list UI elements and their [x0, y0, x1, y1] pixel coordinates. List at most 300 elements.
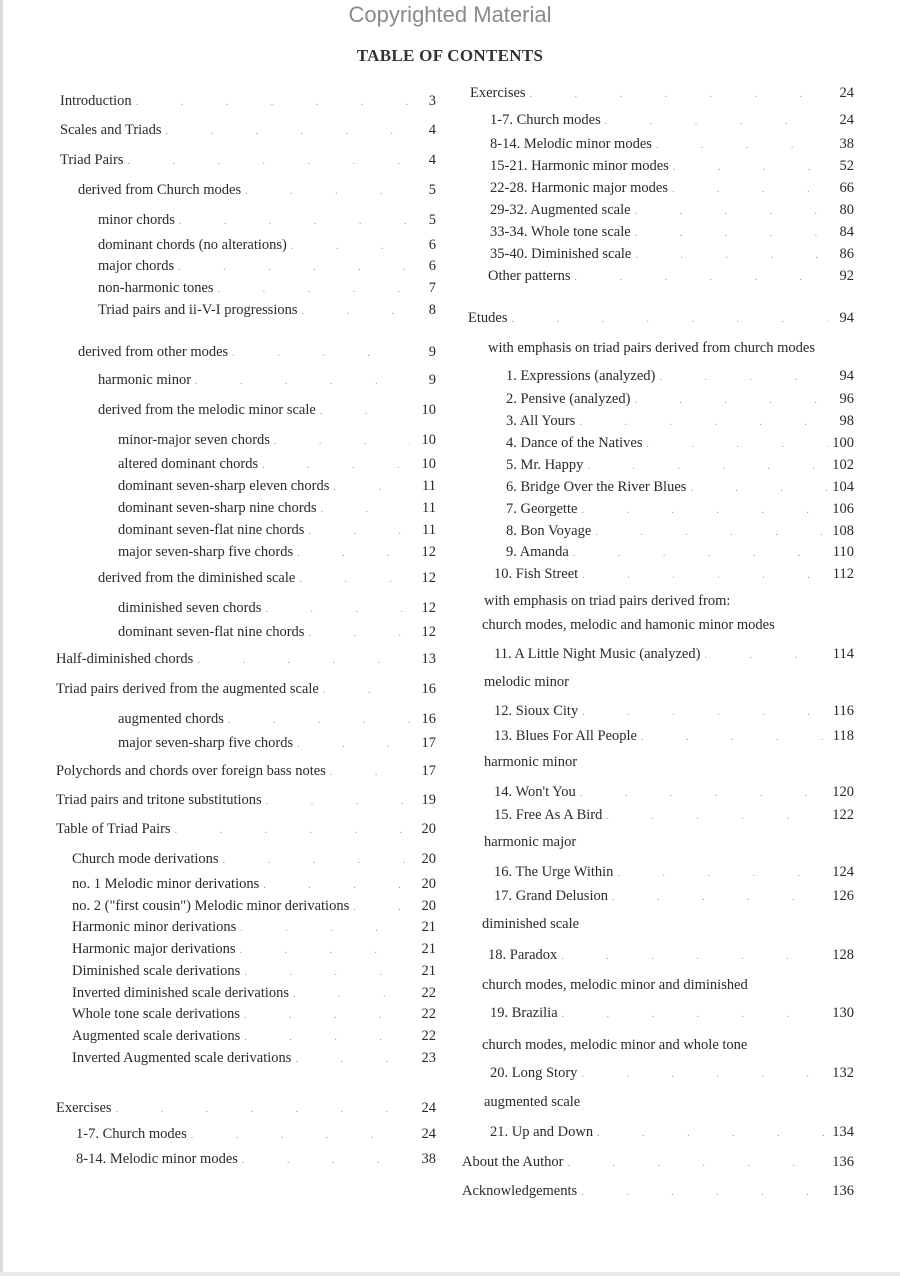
toc-entry-page-number: 38	[421, 1151, 436, 1167]
toc-entry-page-number: 17	[421, 735, 436, 751]
toc-entry-label: augmented chords	[118, 711, 224, 727]
toc-entry-page-number: 86	[839, 246, 854, 262]
toc-entry-left-major-chords[interactable]	[98, 258, 436, 278]
toc-entry-page-number: 12	[421, 624, 436, 640]
etude-subheading: augmented scale	[484, 1094, 581, 1110]
dot-leader	[295, 1054, 410, 1065]
toc-entry-label: Exercises	[56, 1100, 112, 1116]
dot-leader	[244, 1010, 410, 1021]
toc-entry-page-number: 38	[839, 136, 854, 152]
toc-entry-label: derived from the diminished scale	[98, 570, 296, 586]
toc-entry-page-number: 3	[428, 93, 436, 109]
toc-entry-right-18-paradox[interactable]	[488, 947, 854, 967]
toc-entry-left-diminished-seven-chords[interactable]	[118, 600, 436, 620]
dot-leader	[179, 216, 410, 227]
toc-entry-page-number: 4	[428, 122, 436, 138]
toc-entry-left-altered-dominant-chords[interactable]	[118, 456, 436, 476]
toc-entry-right-5-mr-happy[interactable]	[506, 457, 854, 477]
toc-entry-right-22-28-harmonic-major-modes[interactable]	[490, 180, 854, 200]
dot-leader	[308, 628, 410, 639]
dot-leader	[562, 1009, 828, 1020]
toc-entry-left-triad-pairs-derived-from-the-augmented-scale[interactable]	[56, 681, 436, 701]
toc-entry-right-21-up-and-down[interactable]	[490, 1124, 854, 1144]
watermark: Copyrighted Material	[348, 2, 552, 27]
dot-leader	[673, 162, 828, 173]
toc-entry-label: Triad pairs derived from the augmented scale	[56, 681, 319, 697]
toc-entry-label: Inverted diminished scale derivations	[72, 985, 290, 1001]
toc-entry-page-number: 11	[422, 522, 436, 538]
toc-entry-label: no. 2 ("first cousin") Melodic minor derivations	[72, 898, 350, 914]
toc-entry-page-number: 10	[421, 432, 436, 448]
etude-subheading: with emphasis on triad pairs derived from church modes	[488, 340, 815, 356]
toc-entry-left-dominant-seven-flat-nine-chords[interactable]	[118, 624, 436, 644]
dot-leader	[635, 228, 828, 239]
toc-entry-page-number: 5	[428, 212, 436, 228]
toc-entry-right-29-32-augmented-scale[interactable]	[490, 202, 854, 222]
toc-entry-page-number: 132	[832, 1065, 854, 1081]
toc-entry-page-number: 110	[832, 544, 854, 560]
dot-leader	[582, 707, 828, 718]
toc-entry-left-minor-major-seven-chords[interactable]	[118, 432, 436, 452]
dot-leader	[308, 526, 410, 537]
toc-entry-left-whole-tone-scale-derivations[interactable]	[72, 1006, 436, 1026]
toc-entry-left-polychords-and-chords-over-foreign-bass-notes[interactable]	[56, 763, 436, 783]
toc-entry-page-number: 12	[421, 600, 436, 616]
toc-entry-label: Scales and Triads	[60, 122, 162, 138]
toc-entry-page-number: 22	[421, 985, 436, 1001]
dot-leader	[239, 945, 410, 956]
toc-entry-label: derived from Church modes	[78, 182, 242, 198]
toc-entry-label: non-harmonic tones	[98, 280, 214, 296]
toc-entry-page-number: 19	[421, 792, 436, 808]
dot-leader	[244, 1032, 410, 1043]
toc-entry-left-no-2-first-cousin-melodic-minor-derivations[interactable]	[72, 898, 436, 918]
dot-leader	[641, 732, 828, 743]
toc-entry-left-major-seven-sharp-five-chords[interactable]	[118, 544, 436, 564]
toc-entry-label: diminished seven chords	[118, 600, 262, 616]
toc-entry-right-6-bridge-over-the-river-blues[interactable]	[506, 479, 854, 499]
toc-entry-label: 3. All Yours	[506, 413, 576, 429]
toc-entry-label: 22-28. Harmonic major modes	[490, 180, 668, 196]
dot-leader	[690, 483, 828, 494]
dot-leader	[704, 650, 828, 661]
toc-entry-label: Triad pairs and ii-V-I progressions	[98, 302, 298, 318]
toc-entry-page-number: 22	[421, 1028, 436, 1044]
dot-leader	[511, 314, 828, 325]
toc-entry-right-33-34-whole-tone-scale[interactable]	[490, 224, 854, 244]
toc-entry-page-number: 104	[832, 479, 854, 495]
toc-entry-page-number: 114	[832, 646, 854, 662]
toc-entry-label: 17. Grand Delusion	[494, 888, 608, 904]
toc-entry-label: Church mode derivations	[72, 851, 219, 867]
toc-entry-label: Diminished scale derivations	[72, 963, 241, 979]
dot-leader	[333, 482, 410, 493]
toc-entry-label: dominant seven-sharp eleven chords	[118, 478, 330, 494]
toc-entry-label: Inverted Augmented scale derivations	[72, 1050, 292, 1066]
toc-entry-page-number: 136	[832, 1183, 854, 1199]
toc-entry-page-number: 22	[421, 1006, 436, 1022]
toc-entry-label: 19. Brazilia	[490, 1005, 558, 1021]
toc-entry-page-number: 128	[832, 947, 854, 963]
dot-leader	[232, 348, 410, 359]
toc-entry-right-1-7-church-modes[interactable]	[490, 112, 854, 132]
toc-entry-left-harmonic-minor-derivations[interactable]	[72, 919, 436, 939]
toc-entry-left-table-of-triad-pairs[interactable]	[56, 821, 436, 841]
etude-subheading: harmonic minor	[484, 754, 578, 770]
toc-entry-page-number: 12	[421, 544, 436, 560]
toc-entry-right-7-georgette[interactable]	[506, 501, 854, 521]
toc-entry-page-number: 118	[832, 728, 854, 744]
toc-entry-label: Etudes	[468, 310, 508, 326]
toc-entry-label: 14. Won't You	[494, 784, 576, 800]
toc-entry-page-number: 120	[832, 784, 854, 800]
dot-leader	[573, 548, 828, 559]
toc-entry-page-number: 112	[832, 566, 854, 582]
toc-entry-right-exercises[interactable]	[470, 85, 854, 105]
toc-entry-label: 29-32. Augmented scale	[490, 202, 631, 218]
dot-leader	[223, 855, 410, 866]
toc-entry-label: major seven-sharp five chords	[118, 544, 294, 560]
toc-entry-page-number: 16	[421, 711, 436, 727]
toc-entry-label: 12. Sioux City	[494, 703, 579, 719]
dot-leader	[265, 604, 410, 615]
toc-entry-page-number: 84	[839, 224, 854, 240]
toc-entry-label: Acknowledgements	[462, 1183, 578, 1199]
toc-entry-right-10-fish-street[interactable]	[494, 566, 854, 586]
toc-entry-page-number: 12	[421, 570, 436, 586]
toc-entry-label: Harmonic minor derivations	[72, 919, 237, 935]
dot-leader	[245, 186, 410, 197]
etude-subheading: church modes, melodic minor and whole tone	[482, 1037, 748, 1053]
dot-leader	[606, 811, 828, 822]
toc-entry-label: Triad Pairs	[60, 152, 124, 168]
toc-entry-label: derived from the melodic minor scale	[98, 402, 316, 418]
toc-entry-page-number: 130	[832, 1005, 854, 1021]
toc-entry-label: 5. Mr. Happy	[506, 457, 584, 473]
toc-entry-left-dominant-seven-sharp-nine-chords[interactable]	[118, 500, 436, 520]
dot-leader	[635, 250, 828, 261]
dot-leader	[178, 262, 410, 273]
dot-leader	[579, 417, 828, 428]
dot-leader	[581, 1069, 828, 1080]
dot-leader	[330, 767, 410, 778]
dot-leader	[320, 406, 410, 417]
dot-leader	[617, 868, 828, 879]
toc-entry-right-acknowledgements[interactable]	[462, 1183, 854, 1203]
toc-entry-label: 8-14. Melodic minor modes	[76, 1151, 238, 1167]
toc-entry-page-number: 122	[832, 807, 854, 823]
toc-entry-left-dominant-seven-sharp-eleven-chords[interactable]	[118, 478, 436, 498]
toc-entry-label: dominant seven-flat nine chords	[118, 624, 305, 640]
dot-leader	[580, 788, 828, 799]
toc-entry-page-number: 11	[422, 478, 436, 494]
toc-entry-label: altered dominant chords	[118, 456, 259, 472]
toc-entry-label: 8-14. Melodic minor modes	[490, 136, 652, 152]
toc-entry-right-4-dance-of-the-natives[interactable]	[506, 435, 854, 455]
dot-leader	[561, 951, 828, 962]
dot-leader	[242, 1155, 410, 1166]
toc-entry-label: 21. Up and Down	[490, 1124, 594, 1140]
page-edge	[0, 0, 3, 1276]
toc-entry-label: 13. Blues For All People	[494, 728, 637, 744]
dot-leader	[581, 505, 828, 516]
toc-entry-left-scales-and-triads[interactable]	[60, 122, 436, 142]
dot-leader	[116, 1104, 410, 1115]
toc-entry-label: harmonic minor	[98, 372, 192, 388]
toc-entry-left-church-mode-derivations[interactable]	[72, 851, 436, 871]
toc-entry-page-number: 20	[421, 898, 436, 914]
toc-entry-left-introduction[interactable]	[60, 93, 436, 113]
dot-leader	[612, 892, 828, 903]
toc-entry-right-other-patterns[interactable]	[488, 268, 854, 288]
toc-entry-left-half-diminished-chords[interactable]	[56, 651, 436, 671]
toc-entry-page-number: 4	[428, 152, 436, 168]
toc-entry-label: Harmonic major derivations	[72, 941, 236, 957]
toc-entry-label: Table of Triad Pairs	[56, 821, 171, 837]
toc-entry-page-number: 24	[839, 112, 854, 128]
toc-entry-right-3-all-yours[interactable]	[506, 413, 854, 433]
toc-entry-left-exercises[interactable]	[56, 1100, 436, 1120]
toc-entry-label: Exercises	[470, 85, 526, 101]
toc-entry-page-number: 8	[428, 302, 436, 318]
toc-entry-page-number: 94	[839, 310, 854, 326]
toc-entry-page-number: 92	[839, 268, 854, 284]
toc-entry-page-number: 116	[832, 703, 854, 719]
dot-leader	[195, 376, 410, 387]
toc-entry-page-number: 7	[428, 280, 436, 296]
toc-entry-left-triad-pairs-and-ii-v-i-progressions[interactable]	[98, 302, 436, 322]
toc-entry-label: 18. Paradox	[488, 947, 558, 963]
dot-leader	[595, 527, 828, 538]
toc-entry-right-16-the-urge-within[interactable]	[494, 864, 854, 884]
toc-entry-page-number: 11	[422, 500, 436, 516]
toc-entry-page-number: 24	[421, 1126, 436, 1142]
toc-entry-left-non-harmonic-tones[interactable]	[98, 280, 436, 300]
toc-entry-page-number: 136	[832, 1154, 854, 1170]
toc-entry-left-dominant-seven-flat-nine-chords[interactable]	[118, 522, 436, 542]
toc-entry-label: 20. Long Story	[490, 1065, 578, 1081]
dot-leader	[191, 1130, 410, 1141]
toc-entry-left-harmonic-minor[interactable]	[98, 372, 436, 392]
toc-entry-right-2-pensive-analyzed[interactable]	[506, 391, 854, 411]
dot-leader	[634, 395, 828, 406]
toc-entry-label: About the Author	[462, 1154, 564, 1170]
toc-entry-page-number: 5	[428, 182, 436, 198]
toc-entry-right-1-expressions-analyzed[interactable]	[506, 368, 854, 388]
toc-entry-page-number: 6	[428, 258, 436, 274]
dot-leader	[672, 184, 828, 195]
toc-entry-right-9-amanda[interactable]	[506, 544, 854, 564]
toc-entry-page-number: 20	[421, 851, 436, 867]
toc-entry-label: 4. Dance of the Natives	[506, 435, 643, 451]
toc-entry-page-number: 24	[839, 85, 854, 101]
toc-entry-label: minor chords	[98, 212, 175, 228]
toc-entry-label: dominant seven-sharp nine chords	[118, 500, 317, 516]
toc-entry-right-15-free-as-a-bird[interactable]	[494, 807, 854, 827]
toc-entry-page-number: 21	[421, 941, 436, 957]
dot-leader	[197, 655, 410, 666]
dot-leader	[263, 880, 410, 891]
dot-leader	[244, 967, 410, 978]
toc-entry-page-number: 126	[832, 888, 854, 904]
toc-entry-page-number: 80	[839, 202, 854, 218]
toc-entry-left-inverted-augmented-scale-derivations[interactable]	[72, 1050, 436, 1070]
toc-entry-label: dominant seven-flat nine chords	[118, 522, 305, 538]
dot-leader	[321, 504, 410, 515]
toc-entry-page-number: 124	[832, 864, 854, 880]
toc-entry-page-number: 52	[839, 158, 854, 174]
dot-leader	[293, 989, 410, 1000]
toc-entry-page-number: 108	[832, 523, 854, 539]
page-title: TABLE OF CONTENTS	[356, 46, 544, 65]
toc-entry-page-number: 66	[839, 180, 854, 196]
dot-leader	[353, 902, 410, 913]
dot-leader	[323, 685, 410, 696]
toc-entry-page-number: 10	[421, 456, 436, 472]
toc-entry-page-number: 9	[428, 372, 436, 388]
etude-subheading: diminished scale	[482, 916, 580, 932]
dot-leader	[647, 439, 829, 450]
toc-entry-page-number: 10	[421, 402, 436, 418]
toc-entry-label: 9. Amanda	[506, 544, 569, 560]
toc-entry-left-triad-pairs[interactable]	[60, 152, 436, 172]
toc-entry-label: minor-major seven chords	[118, 432, 270, 448]
dot-leader	[274, 436, 410, 447]
toc-entry-left-8-14-melodic-minor-modes[interactable]	[76, 1151, 436, 1171]
toc-entry-left-derived-from-church-modes[interactable]	[78, 182, 436, 202]
etude-subheading: melodic minor	[484, 674, 569, 690]
toc-entry-label: 33-34. Whole tone scale	[490, 224, 631, 240]
toc-entry-page-number: 20	[421, 876, 436, 892]
toc-entry-label: Augmented scale derivations	[72, 1028, 241, 1044]
toc-entry-right-17-grand-delusion[interactable]	[494, 888, 854, 908]
dot-leader	[262, 460, 410, 471]
toc-entry-label: Introduction	[60, 93, 132, 109]
toc-entry-label: derived from other modes	[78, 344, 229, 360]
dot-leader	[575, 272, 828, 283]
dot-leader	[128, 156, 410, 167]
dot-leader	[297, 548, 410, 559]
toc-entry-label: Triad pairs and tritone substitutions	[56, 792, 262, 808]
toc-entry-label: Half-diminished chords	[56, 651, 194, 667]
dot-leader	[218, 284, 410, 295]
toc-entry-left-diminished-scale-derivations[interactable]	[72, 963, 436, 983]
toc-entry-page-number: 98	[839, 413, 854, 429]
dot-leader	[266, 796, 410, 807]
dot-leader	[605, 116, 828, 127]
dot-leader	[302, 306, 411, 317]
toc-entry-right-15-21-harmonic-minor-modes[interactable]	[490, 158, 854, 178]
toc-entry-left-minor-chords[interactable]	[98, 212, 436, 232]
toc-entry-right-12-sioux-city[interactable]	[494, 703, 854, 723]
toc-entry-left-derived-from-other-modes[interactable]	[78, 344, 436, 364]
toc-entry-left-major-seven-sharp-five-chords[interactable]	[118, 735, 436, 755]
dot-leader	[568, 1158, 829, 1169]
toc-entry-left-augmented-chords[interactable]	[118, 711, 436, 731]
toc-entry-right-13-blues-for-all-people[interactable]	[494, 728, 854, 748]
toc-entry-page-number: 17	[421, 763, 436, 779]
toc-entry-label: dominant chords (no alterations)	[98, 237, 287, 253]
dot-leader	[635, 206, 828, 217]
toc-entry-page-number: 23	[421, 1050, 436, 1066]
dot-leader	[299, 574, 410, 585]
toc-entry-page-number: 102	[832, 457, 854, 473]
toc-entry-label: 15. Free As A Bird	[494, 807, 603, 823]
toc-entry-label: major chords	[98, 258, 175, 274]
toc-entry-page-number: 94	[839, 368, 854, 384]
toc-entry-page-number: 24	[421, 1100, 436, 1116]
dot-leader	[659, 372, 828, 383]
dot-leader	[166, 126, 411, 137]
toc-entry-right-about-the-author[interactable]	[462, 1154, 854, 1174]
toc-entry-label: 35-40. Diminished scale	[490, 246, 632, 262]
toc-entry-right-19-brazilia[interactable]	[490, 1005, 854, 1025]
dot-leader	[581, 1187, 828, 1198]
toc-entry-label: 15-21. Harmonic minor modes	[490, 158, 669, 174]
toc-entry-label: major seven-sharp five chords	[118, 735, 294, 751]
toc-entry-page-number: 21	[421, 963, 436, 979]
toc-entry-left-harmonic-major-derivations[interactable]	[72, 941, 436, 961]
toc-entry-page-number: 21	[421, 919, 436, 935]
toc-entry-left-triad-pairs-and-tritone-substitutions[interactable]	[56, 792, 436, 812]
toc-entry-left-augmented-scale-derivations[interactable]	[72, 1028, 436, 1048]
etude-subheading: church modes, melodic minor and diminished	[482, 977, 748, 993]
toc-entry-label: 1-7. Church modes	[490, 112, 601, 128]
dot-leader	[175, 825, 410, 836]
toc-entry-label: 16. The Urge Within	[494, 864, 614, 880]
toc-entry-page-number: 16	[421, 681, 436, 697]
toc-entry-label: 2. Pensive (analyzed)	[506, 391, 631, 407]
dot-leader	[228, 715, 410, 726]
dot-leader	[240, 923, 410, 934]
toc-entry-right-20-long-story[interactable]	[490, 1065, 854, 1085]
toc-entry-right-35-40-diminished-scale[interactable]	[490, 246, 854, 266]
toc-entry-page-number: 9	[428, 344, 436, 360]
toc-entry-right-8-bon-voyage[interactable]	[506, 523, 854, 543]
etude-subheading: church modes, melodic and hamonic minor modes	[482, 617, 775, 633]
dot-leader	[597, 1128, 828, 1139]
dot-leader	[291, 241, 410, 252]
toc-entry-left-1-7-church-modes[interactable]	[76, 1126, 436, 1146]
toc-entry-label: 1. Expressions (analyzed)	[506, 368, 656, 384]
toc-entry-left-inverted-diminished-scale-derivations[interactable]	[72, 985, 436, 1005]
toc-entry-label: 10. Fish Street	[494, 566, 579, 582]
toc-entry-left-derived-from-the-melodic-minor-scale[interactable]	[98, 402, 436, 422]
toc-entry-label: no. 1 Melodic minor derivations	[72, 876, 260, 892]
dot-leader	[136, 97, 410, 108]
toc-entry-right-8-14-melodic-minor-modes[interactable]	[490, 136, 854, 156]
toc-entry-page-number: 106	[832, 501, 854, 517]
toc-entry-page-number: 134	[832, 1124, 854, 1140]
toc-entry-page-number: 100	[832, 435, 854, 451]
toc-entry-page-number: 6	[428, 237, 436, 253]
toc-entry-left-dominant-chords-no-alterations[interactable]	[98, 237, 436, 257]
dot-leader	[530, 89, 828, 100]
toc-entry-left-no-1-melodic-minor-derivations[interactable]	[72, 876, 436, 896]
toc-entry-left-derived-from-the-diminished-scale[interactable]	[98, 570, 436, 590]
toc-entry-right-11-a-little-night-music-analyzed[interactable]	[494, 646, 854, 666]
toc-entry-label: 11. A Little Night Music (analyzed)	[494, 646, 701, 662]
toc-entry-label: Other patterns	[488, 268, 571, 284]
toc-entry-right-etudes[interactable]	[468, 310, 854, 330]
dot-leader	[297, 739, 410, 750]
dot-leader	[656, 140, 828, 151]
toc-entry-right-14-won-t-you[interactable]	[494, 784, 854, 804]
toc-entry-label: 8. Bon Voyage	[506, 523, 592, 539]
etude-subheading: harmonic major	[484, 834, 577, 850]
toc-entry-page-number: 13	[421, 651, 436, 667]
toc-entry-page-number: 96	[839, 391, 854, 407]
